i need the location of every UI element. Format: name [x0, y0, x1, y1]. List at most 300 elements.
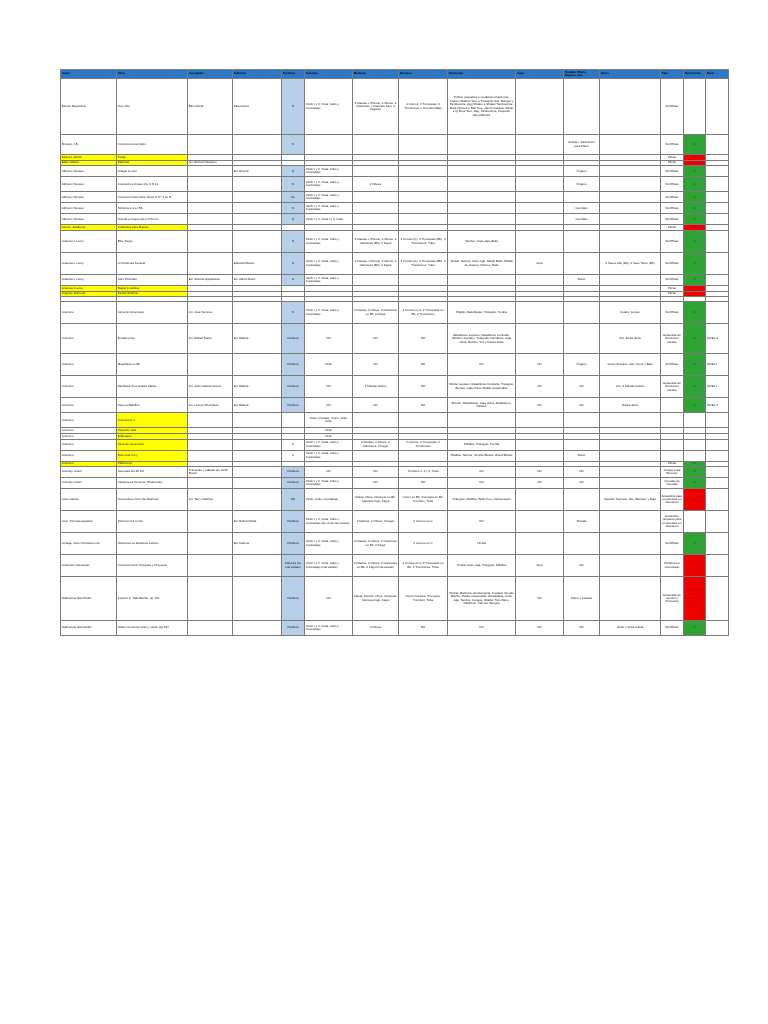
- cell-score: Partitura: [282, 398, 305, 413]
- cell-strings: Violín I y II, Viola, Cello y Contrabajo: [305, 621, 353, 636]
- table-row: [61, 478, 729, 489]
- cell-author: Arensky, Anton: [61, 478, 117, 489]
- cell-restriction: Sí: [684, 166, 706, 177]
- cell-restriction: Sí: [684, 177, 706, 192]
- cell-arranger: Transcrito y editado por Keith Brown: [188, 467, 233, 478]
- cell-publisher: [233, 177, 282, 192]
- cell-author: Anderson Leroy: [61, 286, 117, 292]
- cell-type: Arreglo para Bronces: [661, 467, 684, 478]
- cell-author: Albinoni Tomaso: [61, 166, 117, 177]
- cell-keyboard: [564, 192, 600, 203]
- cell-publisher: [233, 555, 282, 577]
- cell-brass: NO: [399, 324, 448, 354]
- cell-percussion: Timbal, Tambor, Gran caja, Sleigh Bells, Platillo de choque, Chimes, Bells: [448, 253, 516, 275]
- cell-percussion: [448, 192, 516, 203]
- cell-publisher: [233, 203, 282, 214]
- cell-percussion: Metalófono soprano, Metalófono Contralto, Xilófono Soprano, Triángulo, Panderos, Caja china, Bombo, Voz y Flauta dulce: [448, 324, 516, 354]
- cell-keyboard: [564, 413, 600, 428]
- cell-strings: Violín I y II, Viola, Cello y Contrabajo: [305, 275, 353, 286]
- table-row: [61, 621, 729, 636]
- cell-strings: [305, 135, 353, 155]
- cell-type: Ensamble de Percusión escolar: [661, 324, 684, 354]
- cell-others: [600, 214, 661, 225]
- cell-type: Plicas: [661, 160, 684, 166]
- cell-brass: [399, 450, 448, 461]
- cell-type: Plicas: [661, 461, 684, 467]
- cell-level: [706, 214, 729, 225]
- cell-publisher: Ed. Ricordi: [233, 166, 282, 177]
- cell-harp: [516, 79, 564, 135]
- cell-brass: [399, 135, 448, 155]
- table-row: [61, 324, 729, 354]
- cell-author: Anónimo: [61, 461, 117, 467]
- cell-publisher: Ed. Bakuta: [233, 398, 282, 413]
- cell-work: Il pincio II, 'Kids Bartok, op. 101: [117, 577, 188, 621]
- cell-restriction: Sí: [684, 253, 706, 275]
- cell-others: Voz, flauta dulce: [600, 324, 661, 354]
- cell-work: Sonata a cinque Op.2 N°6 Gm: [117, 214, 188, 225]
- cell-harp: NO: [516, 478, 564, 489]
- cell-arranger: [188, 354, 233, 376]
- column-header-work: Obra: [117, 70, 188, 79]
- cell-level: [706, 413, 729, 428]
- cell-restriction: Sí: [684, 621, 706, 636]
- cell-others: [600, 467, 661, 478]
- cell-brass: 4 Cornos (F), 3 Trompetas (Bb), 3 Trombones, Tuba: [399, 231, 448, 253]
- cell-brass: 4 Cornos (F), 3 Trompetas (Bb), 3 Trombones, Tuba: [399, 253, 448, 275]
- cell-woodwinds: NO: [353, 467, 399, 478]
- cell-brass: [399, 177, 448, 192]
- column-header-strings: Cuerdas: [305, 70, 353, 79]
- cell-brass: Trombón 1, 2 y 3, Tuba: [399, 467, 448, 478]
- table-row: [61, 79, 729, 135]
- cell-score: Partitura: [282, 324, 305, 354]
- cell-woodwinds: 2 Flautas + Piccolo, 2 Oboes, 2 Clarinetes (Bb), 2 Fagot: [353, 231, 399, 253]
- cell-score: N: [282, 302, 305, 324]
- cell-percussion: Bombo, Redoblante, Caja china, Metalófono, Palotes: [448, 398, 516, 413]
- table-row: [61, 533, 729, 555]
- cell-author: Albinoni Tomaso: [61, 177, 117, 192]
- table-row: [61, 398, 729, 413]
- cell-woodwinds: NO: [353, 324, 399, 354]
- table-row: [61, 376, 729, 398]
- cell-publisher: [233, 450, 282, 461]
- cell-work: Parrinas: [117, 160, 188, 166]
- cell-level: NIVEL II: [706, 324, 729, 354]
- cell-author: Alonso, Adalberto: [61, 225, 117, 231]
- cell-harp: [516, 275, 564, 286]
- cell-others: [600, 231, 661, 253]
- cell-score: NO: [282, 489, 305, 511]
- cell-arranger: Arr. Rafael Rubio: [188, 324, 233, 354]
- cell-strings: NO: [305, 577, 353, 621]
- cell-type: Sin/Plicas: [661, 192, 684, 203]
- cell-author: Anónimo: [61, 398, 117, 413]
- cell-publisher: [233, 214, 282, 225]
- cell-type: Sin/Plicas: [661, 135, 684, 155]
- cell-work: Sinfonía N.3 en Do: [117, 511, 188, 533]
- cell-keyboard: [564, 533, 600, 555]
- cell-author: Arriaga, Juan Crisóstomo de: [61, 533, 117, 555]
- cell-publisher: [233, 478, 282, 489]
- cell-work: Variaciones Tema de Tchaikovsky: [117, 478, 188, 489]
- cell-type: [661, 439, 684, 450]
- cell-strings: Violín I (Violas), Violín, Viola, Cello: [305, 413, 353, 428]
- table-row: [61, 275, 729, 286]
- cell-keyboard: NO: [564, 478, 600, 489]
- cell-restriction: Sí: [684, 354, 706, 376]
- cell-keyboard: [564, 302, 600, 324]
- cell-strings: NO: [305, 467, 353, 478]
- cell-keyboard: Piano: [564, 450, 600, 461]
- cell-woodwinds: 2 Flautas, 2 Oboes, 2 Clarinetes en Bb, 2 Fagot (mal estado): [353, 555, 399, 577]
- cell-level: [706, 555, 729, 577]
- cell-publisher: [233, 413, 282, 428]
- cell-woodwinds: 2 Flautas, 2 Oboes, 2 Clarinetes en Bb, 2 Fagot: [353, 302, 399, 324]
- cell-score: Partitura: [282, 511, 305, 533]
- cell-type: Plicas: [661, 286, 684, 292]
- cell-keyboard: NO: [564, 555, 600, 577]
- cell-brass: 2 Cornos, 2 Trompetas, 2 Trombones: [399, 439, 448, 450]
- cell-type: Sin/Plicas: [661, 253, 684, 275]
- cell-others: [600, 555, 661, 577]
- column-header-author: Autor: [61, 70, 117, 79]
- cell-keyboard: Órgano: [564, 177, 600, 192]
- cell-work: Dios está Cory: [117, 450, 188, 461]
- cell-work: Pachitara Tres Hojitas Madre: [117, 376, 188, 398]
- cell-strings: Violín: [305, 428, 353, 434]
- table-row: [61, 231, 729, 253]
- cell-harp: NO: [516, 398, 564, 413]
- cell-publisher: [233, 467, 282, 478]
- cell-others: Cuatro, tiempo: [600, 302, 661, 324]
- cell-brass: 4 Cornos, 3 Trompetas, 3 Trombones + Trombon Bajo: [399, 79, 448, 135]
- cell-percussion: Platillos, Triángulo, Tumba: [448, 439, 516, 450]
- cell-others: [600, 166, 661, 177]
- cell-woodwinds: 3 Flautas dulces: [353, 376, 399, 398]
- cell-brass: Corno en Bb, Trompeta en Bb, Trombón, Tuba: [399, 489, 448, 511]
- cell-strings: Violín I y II, Viola, Cello y Contrabajo (Se omite las partes): [305, 511, 353, 533]
- cell-level: [706, 231, 729, 253]
- cell-score: N: [282, 166, 305, 177]
- cell-strings: Violín I y II, Viola, Cello y Contrabajo: [305, 203, 353, 214]
- cell-work: Pequeño Valli: [117, 428, 188, 434]
- cell-keyboard: [564, 231, 600, 253]
- cell-level: [706, 450, 729, 461]
- cell-author: Anderson, Leroy: [61, 231, 117, 253]
- cell-publisher: [233, 577, 282, 621]
- cell-type: Sin/Plicas: [661, 275, 684, 286]
- cell-keyboard: Piano: [564, 275, 600, 286]
- cell-others: Voces Soprano, Alto, Tenor y Bajo: [600, 354, 661, 376]
- cell-brass: NO: [399, 354, 448, 376]
- cell-type: Ensamble pequeño para propuestas en descanso: [661, 511, 684, 533]
- cell-publisher: Ed. Alfred Music: [233, 275, 282, 286]
- cell-arranger: [188, 450, 233, 461]
- cell-brass: [399, 166, 448, 177]
- cell-percussion: Triángulo, Platillos, Bells Tree, Glockenspiel: [448, 489, 516, 511]
- cell-harp: [516, 177, 564, 192]
- cell-type: Cuerdas de Cuerdas: [661, 478, 684, 489]
- cell-type: Sin/Plicas: [661, 214, 684, 225]
- cell-keyboard: [564, 489, 600, 511]
- cell-woodwinds: 2 Oboes: [353, 177, 399, 192]
- cell-score: Partitura: [282, 621, 305, 636]
- cell-publisher: [233, 302, 282, 324]
- cell-harp: [516, 231, 564, 253]
- cell-work: Doble Concierto Violín y Viola. Op.187: [117, 621, 188, 636]
- cell-restriction: [684, 439, 706, 450]
- cell-publisher: Paternoses: [233, 79, 282, 135]
- cell-author: Anónimo: [61, 354, 117, 376]
- cell-author: Aron, Thomas Agustine: [61, 511, 117, 533]
- table-row: [61, 177, 729, 192]
- cell-publisher: [233, 231, 282, 253]
- cell-strings: Violín I y II, Viola, Cello y Contrabajo: [305, 439, 353, 450]
- cell-type: Ensamble de vientos y Percusión: [661, 577, 684, 621]
- cell-woodwinds: 2 Oboes: [353, 621, 399, 636]
- cell-arranger: [188, 478, 233, 489]
- cell-harp: [516, 203, 564, 214]
- cell-woodwinds: [353, 275, 399, 286]
- cell-keyboard: Cembalo: [564, 203, 600, 214]
- cell-arranger: [188, 177, 233, 192]
- cell-score: N: [282, 253, 305, 275]
- cell-work: Concierto a cinque Op. 9 N 12: [117, 177, 188, 192]
- cell-woodwinds: 2 Flautas, 2 Oboes, 2 Fagot: [353, 511, 399, 533]
- cell-keyboard: Piano y Celesta: [564, 577, 600, 621]
- cell-others: [600, 577, 661, 621]
- cell-work: Blue Tango: [117, 231, 188, 253]
- cell-work: Alma de Venezuela: [117, 439, 188, 450]
- cell-level: [706, 621, 729, 636]
- cell-author: Anónimo: [61, 302, 117, 324]
- cell-level: [706, 302, 729, 324]
- cell-publisher: [233, 621, 282, 636]
- cell-woodwinds: [353, 192, 399, 203]
- cell-author: Arlen Harold: [61, 489, 117, 511]
- cell-author: Angerer, Edmund: [61, 291, 117, 297]
- cell-type: Ensamble de Percusión escolar: [661, 376, 684, 398]
- cell-arranger: Arr. José Terreros: [188, 302, 233, 324]
- cell-author: Anónimo: [61, 450, 117, 461]
- cell-restriction: No: [684, 155, 706, 161]
- cell-work: Tico-Tico: [117, 79, 188, 135]
- cell-level: NIVEL II: [706, 398, 729, 413]
- cell-restriction: [684, 511, 706, 533]
- cell-score: Partitura: [282, 533, 305, 555]
- cell-strings: Violín I y II, Viola, Cello y Contrabajo (mal estado): [305, 555, 353, 577]
- cell-level: [706, 135, 729, 155]
- cell-percussion: Platillos, Tambor, Temple Blocks, Wood Blocks: [448, 450, 516, 461]
- cell-woodwinds: [353, 214, 399, 225]
- cell-strings: Violín, Cello, Contrabajo: [305, 489, 353, 511]
- cell-others: Flauta dulce: [600, 398, 661, 413]
- cell-type: Sin/Plicas: [661, 231, 684, 253]
- cell-harp: [516, 166, 564, 177]
- cell-others: [600, 478, 661, 489]
- cell-strings: NO: [305, 376, 353, 398]
- cell-restriction: No: [684, 577, 706, 621]
- cell-others: [600, 533, 661, 555]
- cell-restriction: No: [684, 291, 706, 297]
- cell-type: Plicas: [661, 155, 684, 161]
- cell-score: X: [282, 439, 305, 450]
- cell-score: N: [282, 177, 305, 192]
- cell-strings: Violín I y II, Viola, Cello y Contrabajo: [305, 79, 353, 135]
- cell-type: [661, 398, 684, 413]
- cell-keyboard: NO: [564, 376, 600, 398]
- cell-work: Magnificat en Bb: [117, 354, 188, 376]
- cell-publisher: [233, 192, 282, 203]
- cell-level: [706, 489, 729, 511]
- cell-score: Partitura: [282, 577, 305, 621]
- cell-strings: Violín I y II, Viola, Cello y Contrabajo: [305, 533, 353, 555]
- cell-harp: [516, 324, 564, 354]
- column-header-restriction: Restricción: [684, 70, 706, 79]
- cell-woodwinds: NO: [353, 398, 399, 413]
- cell-level: [706, 511, 729, 533]
- cell-score: Partitura: [282, 354, 305, 376]
- cell-publisher: [233, 489, 282, 511]
- cell-publisher: [233, 135, 282, 155]
- cell-percussion: [448, 203, 516, 214]
- column-header-type: Tipo: [661, 70, 684, 79]
- cell-keyboard: NO: [564, 467, 600, 478]
- cell-work: Jazz Pizzicato: [117, 275, 188, 286]
- cell-restriction: Sí: [684, 533, 706, 555]
- cell-arranger: [188, 577, 233, 621]
- table-row: [61, 253, 729, 275]
- cell-work: El Bodeler: [117, 433, 188, 439]
- cell-restriction: No: [684, 225, 706, 231]
- cell-harp: [516, 302, 564, 324]
- cell-keyboard: Órgano: [564, 166, 600, 177]
- column-header-score: Partitura: [282, 70, 305, 79]
- cell-brass: [399, 203, 448, 214]
- cell-restriction: Sí: [684, 275, 706, 286]
- cell-others: [600, 203, 661, 214]
- column-header-brass: Bronces: [399, 70, 448, 79]
- cell-level: [706, 166, 729, 177]
- table-row: [61, 489, 729, 511]
- cell-type: Sin/Plicas: [661, 533, 684, 555]
- cell-level: [706, 192, 729, 203]
- table-row: [61, 192, 729, 203]
- cell-restriction: No: [684, 555, 706, 577]
- cell-level: [706, 177, 729, 192]
- cell-author: Elmira, Bequetina: [61, 79, 117, 135]
- cell-level: [706, 439, 729, 450]
- cell-score: N: [282, 214, 305, 225]
- table-row: [61, 439, 729, 450]
- cell-woodwinds: [353, 413, 399, 428]
- cell-type: Plicas: [661, 225, 684, 231]
- column-header-keyboard: Teclado (Piano, Órgano, etc): [564, 70, 600, 79]
- table-body: [61, 79, 729, 636]
- cell-work: Adagio en Gm: [117, 166, 188, 177]
- cell-work: Tango: [117, 155, 188, 161]
- cell-level: [706, 275, 729, 286]
- cell-author: Albinoni Tomaso: [61, 214, 117, 225]
- cell-percussion: NO: [448, 354, 516, 376]
- cell-arranger: [188, 439, 233, 450]
- cell-author: Anónimo: [61, 413, 117, 428]
- cell-harp: [516, 450, 564, 461]
- cell-restriction: [684, 450, 706, 461]
- cell-strings: Violín: [305, 354, 353, 376]
- column-header-arranger: Arreglador: [188, 70, 233, 79]
- cell-publisher: Editorial Belwin: [233, 253, 282, 275]
- cell-strings: NO: [305, 398, 353, 413]
- cell-brass: 2 Cornos en C: [399, 533, 448, 555]
- cell-work: Obertura Los Esclavos Felices: [117, 533, 188, 555]
- cell-brass: NO: [399, 398, 448, 413]
- cell-harp: [516, 413, 564, 428]
- cell-strings: Violín I y II, Viola, Cello y Contrabajo: [305, 302, 353, 324]
- cell-strings: Violín I y II, Viola, Cello y Contrabajo: [305, 231, 353, 253]
- cell-score: N: [282, 135, 305, 155]
- cell-keyboard: NO: [564, 398, 600, 413]
- column-header-level: Nivel: [706, 70, 729, 79]
- cell-percussion: NO: [448, 621, 516, 636]
- cell-author: Albinoni Tomaso: [61, 192, 117, 203]
- table-row: [61, 511, 729, 533]
- cell-publisher: Ed. Bakuta: [233, 376, 282, 398]
- cell-score: Partitura: [282, 478, 305, 489]
- column-header-publisher: Editorial: [233, 70, 282, 79]
- cell-others: [600, 177, 661, 192]
- cell-level: [706, 478, 729, 489]
- cell-restriction: Sí: [684, 203, 706, 214]
- cell-others: 2 Saxos Alto (Eb), 2 Saxo Tenor (Bb): [600, 253, 661, 275]
- cell-restriction: Sí: [684, 478, 706, 489]
- cell-score: [282, 413, 305, 428]
- cell-author: Dathuirnas Ilias Dinilio: [61, 577, 117, 621]
- table-row: [61, 166, 729, 177]
- cell-restriction: Sí: [684, 398, 706, 413]
- table-row: [61, 413, 729, 428]
- cell-arranger: [188, 135, 233, 155]
- cell-harp: NO: [516, 621, 564, 636]
- cell-author: Albinoni Tomaso: [61, 203, 117, 214]
- cell-restriction: Sí: [684, 231, 706, 253]
- cell-brass: 2 Cornos en F, 2 Trompetas en Bb, 2 Trombones: [399, 302, 448, 324]
- cell-percussion: Tambor, Gran caja, Bells: [448, 231, 516, 253]
- cell-arranger: [188, 621, 233, 636]
- cell-harp: [516, 439, 564, 450]
- cell-brass: [399, 214, 448, 225]
- cell-work: Conciertos 2: [117, 413, 188, 428]
- cell-keyboard: Timbalo: [564, 511, 600, 533]
- table-row: [61, 467, 729, 478]
- cell-harp: [516, 489, 564, 511]
- table-row: [61, 135, 729, 155]
- cell-restriction: No: [684, 489, 706, 511]
- cell-author: Anderson, Leroy: [61, 253, 117, 275]
- cell-brass: NO: [399, 478, 448, 489]
- cell-level: [706, 253, 729, 275]
- cell-others: Saxofón Soprano, Alto, Barítono y Bajo: [600, 489, 661, 511]
- cell-type: Sin/Plicas: [661, 166, 684, 177]
- cell-percussion: [448, 413, 516, 428]
- cell-others: [600, 511, 661, 533]
- cell-author: Elder, Martin: [61, 160, 117, 166]
- cell-work: El gallo pinto: [117, 324, 188, 354]
- cell-percussion: NO: [448, 467, 516, 478]
- cell-percussion: NO: [448, 511, 516, 533]
- cell-percussion: [448, 166, 516, 177]
